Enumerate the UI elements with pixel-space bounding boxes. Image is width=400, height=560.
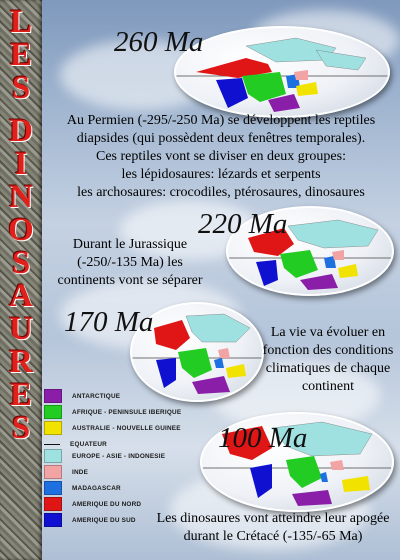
legend-label: INDE (72, 468, 89, 476)
legend-item (44, 498, 141, 510)
text-line: diapsides (qui possèdent deux fenêtres temporales). (76, 131, 366, 146)
title-letter: R (9, 344, 33, 380)
text-line: (-250/-135 Ma) les (77, 255, 183, 270)
title-letter: O (8, 212, 34, 248)
legend-label: AMERIQUE DU NORD (72, 500, 142, 508)
map-260-ma (174, 26, 390, 118)
text-line: continent (301, 379, 355, 394)
legend-swatch (44, 389, 62, 403)
text-line: les lépidosaures: lézards et serpents (121, 167, 321, 182)
legend-swatch (44, 405, 62, 419)
text-line: durant le Crétacé (-135/-65 Ma) (183, 529, 363, 544)
title-letter: A (9, 278, 33, 314)
title-letter: I (14, 146, 28, 182)
title-letter: N (9, 179, 33, 215)
legend-label: AMERIQUE DU SUD (72, 516, 136, 524)
title-letter: S (11, 70, 31, 106)
text-line: Ces reptiles vont se diviser en deux groupes: (95, 149, 346, 164)
age-label: 170 Ma (64, 306, 154, 338)
legend-label: ANTARCTIQUE (72, 392, 121, 400)
title-letter: S (11, 410, 31, 446)
title-letter: E (9, 37, 32, 73)
legend-label: AUSTRALIE - NOUVELLE GUINEE (72, 424, 181, 432)
equator-line-icon (44, 444, 60, 445)
text-line: les archosaures: crocodiles, ptérosaures, dinosaures (77, 185, 365, 200)
title-letter: S (11, 245, 31, 281)
legend-label: AFRIQUE - PENINSULE IBERIQUE (72, 408, 182, 416)
text-vie (262, 324, 394, 396)
legend-item (44, 466, 88, 478)
title-letter: L (9, 4, 32, 40)
title-letter: D (9, 113, 33, 149)
legend-swatch (44, 497, 62, 511)
legend-label: EUROPE - ASIE - INDONESIE (72, 452, 166, 460)
legend-item (44, 422, 181, 434)
age-label: 260 Ma (114, 26, 204, 58)
legend-item (44, 390, 120, 402)
legend-swatch (44, 513, 62, 527)
vertical-title (0, 6, 42, 445)
legend-item (44, 482, 121, 494)
text-line: Durant le Jurassique (72, 237, 188, 252)
text-line: Au Permien (-295/-250 Ma) se développent les reptiles (66, 113, 376, 128)
legend-item (44, 450, 165, 462)
text-line: La vie va évoluer en (270, 325, 386, 340)
legend-label: MADAGASCAR (72, 484, 121, 492)
age-label: 220 Ma (198, 208, 288, 240)
legend-item (44, 514, 136, 526)
legend-swatch (44, 465, 62, 479)
text-line: continents vont se séparer (57, 273, 203, 288)
text-permien (46, 112, 396, 202)
text-line: fonction des conditions (262, 343, 394, 358)
legend-swatch (44, 449, 62, 463)
text-jurassique (56, 236, 204, 290)
legend-item (44, 406, 181, 418)
text-line: climatiques de chaque (265, 361, 391, 376)
legend-label: EQUATEUR (70, 440, 107, 448)
text-cretace (148, 510, 398, 546)
title-letter: E (9, 377, 32, 413)
text-line: Les dinosaures vont atteindre leur apogée (156, 511, 390, 526)
age-label: 100 Ma (218, 422, 308, 454)
legend-swatch (44, 421, 62, 435)
title-letter: U (9, 311, 33, 347)
legend-swatch (44, 481, 62, 495)
